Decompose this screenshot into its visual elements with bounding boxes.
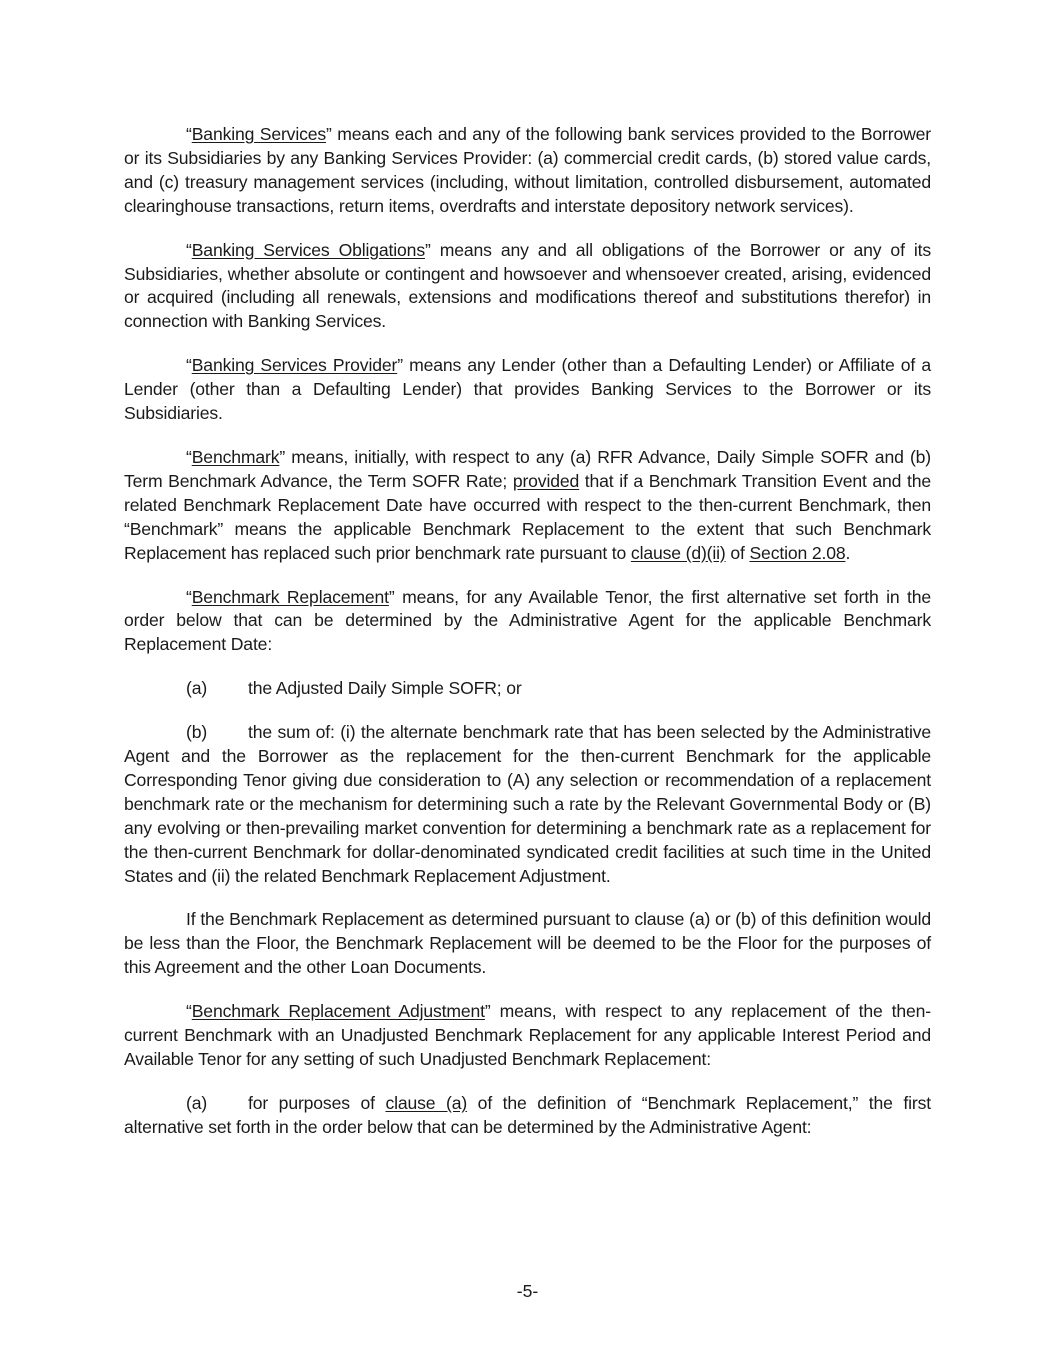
benchmark-replacement-floor-paragraph: [124, 908, 931, 980]
document-page: [124, 123, 931, 1160]
definition-text: ” means, for any Available Tenor, the first alternative set forth in the order below that can be determined by the Administrative Agent for the applicable Benchmark Replacement Date:: [124, 586, 932, 655]
benchmark-replacement-item-b: [124, 721, 931, 888]
definition-text: ” means, with respect to any replacement of the then-current Benchmark with an Unadjusted Benchmark Replacement for any applicable Interest Period and Available Tenor for any setting of such Unadjusted Benchmark Replacement:: [124, 1001, 931, 1069]
defined-term: Banking Services Provider: [191, 355, 398, 376]
item-label: (b): [186, 722, 208, 743]
definition-banking-services-obligations: “Banking Services Obligations” means any and all obligations of the Borrower or any of its Subsidiaries, whether absolute or contingent and howsoever and whensoever created, arising, evidenced or acquired (including all renewals, extensions and modifications thereof and substitutions therefor) in connection with Banking Services.: [124, 239, 931, 332]
item-label: (a): [186, 678, 208, 699]
definition-banking-services: “Banking Services” means each and any of the following bank services provided to the Borrower or its Subsidiaries by any Banking Services Provider: (a) commercial credit cards, (b) stored value cards, and (c) treasury management services (including, without limitation, controlled disbursement, automated clearinghouse transactions, return items, overdrafts and interstate depository network services).: [124, 124, 931, 216]
defined-term: Banking Services Obligations: [191, 239, 425, 260]
definition-benchmark-replacement-adjustment: “Benchmark Replacement Adjustment” means, with respect to any replacement of the then-current Benchmark with an Unadjusted Benchmark Replacement for any applicable Interest Period and Available Tenor for any setting of such Unadjusted Benchmark Replacement:: [124, 1001, 931, 1069]
definition-benchmark: “Benchmark” means, initially, with respect to any (a) RFR Advance, Daily Simple SOFR and (b) Term Benchmark Advance, the Term SOFR Rate; provided that if a Benchmark Transition Event and the related Benchmark Replacement Date have occurred with respect to the then-current Benchmark, then “Benchmark” means the applicable Benchmark Replacement to the extent that such Benchmark Replacement has replaced such prior benchmark rate pursuant to clause (d)(ii) of Section 2.08.: [124, 446, 931, 563]
definition-text: ” means any Lender (other than a Defaulting Lender) or Affiliate of a Lender (other than a Defaulting Lender) that provides Banking Services to the Borrower or its Subsidiaries.: [124, 355, 931, 424]
item-label: (a): [186, 1092, 208, 1113]
floor-text: If the Benchmark Replacement as determined pursuant to clause (a) or (b) of this definition would be less than the Floor, the Benchmark Replacement will be deemed to be the Floor for the purposes of this Agreement and the other Loan Documents.: [124, 909, 931, 978]
benchmark-replacement-item-a: [124, 677, 931, 701]
page-number: -5-: [516, 1281, 539, 1301]
definition-benchmark-replacement: “Benchmark Replacement” means, for any Available Tenor, the first alternative set forth in the order below that can be determined by the Administrative Agent for the applicable Benchmark Replacement Date:: [124, 586, 932, 655]
definition-text: ” means any and all obligations of the Borrower or any of its Subsidiaries, whether absolute or contingent and howsoever and whensoever created, arising, evidenced or acquired (including all renewals, extensions and modifications thereof and substitutions therefor) in connection with Banking Services.: [124, 239, 931, 332]
item-text: the Adjusted Daily Simple SOFR; or: [248, 678, 522, 699]
section-reference: Section 2.08: [749, 542, 846, 563]
item-text: the sum of: (i) the alternate benchmark rate that has been selected by the Administrative Agent and the Borrower as the replacement for the then-current Benchmark for the applicable Corresponding Tenor giving due consideration to (A) any selection or recommendation of a replacement benchmark rate or the mechanism for determining such a rate by the Relevant Governmental Body or (B) any evolving or then-prevailing market convention for determining a benchmark rate as a replacement for the then-current Benchmark for dollar-denominated syndicated credit facilities at such time in the United States and (ii) the related Benchmark Replacement Adjustment.: [124, 722, 931, 886]
defined-term: Banking Services: [191, 124, 327, 144]
definition-text: ” means each and any of the following bank services provided to the Borrower or its Subsidiaries by any Banking Services Provider: (a) commercial credit cards, (b) stored value cards, and (c) treasury management services (including, without limitation, controlled disbursement, automated clearinghouse transactions, return items, overdrafts and interstate depository network services).: [124, 124, 931, 216]
defined-term: Benchmark: [191, 446, 280, 467]
clause-reference: clause (a): [385, 1092, 468, 1113]
benchmark-replacement-adjustment-item-a: (a) for purposes of clause (a) of the definition of “Benchmark Replacement,” the first alternative set forth in the order below that can be determined by the Administrative Agent:: [124, 1092, 931, 1137]
provided-emphasis: provided: [512, 470, 580, 491]
defined-term: Benchmark Replacement: [191, 586, 389, 607]
clause-reference: clause (d)(ii): [630, 542, 726, 563]
definition-banking-services-provider: “Banking Services Provider” means any Lender (other than a Defaulting Lender) or Affiliate of a Lender (other than a Defaulting Lender) that provides Banking Services to the Borrower or its Subsidiaries.: [124, 355, 931, 424]
defined-term: Benchmark Replacement Adjustment: [191, 1001, 485, 1022]
